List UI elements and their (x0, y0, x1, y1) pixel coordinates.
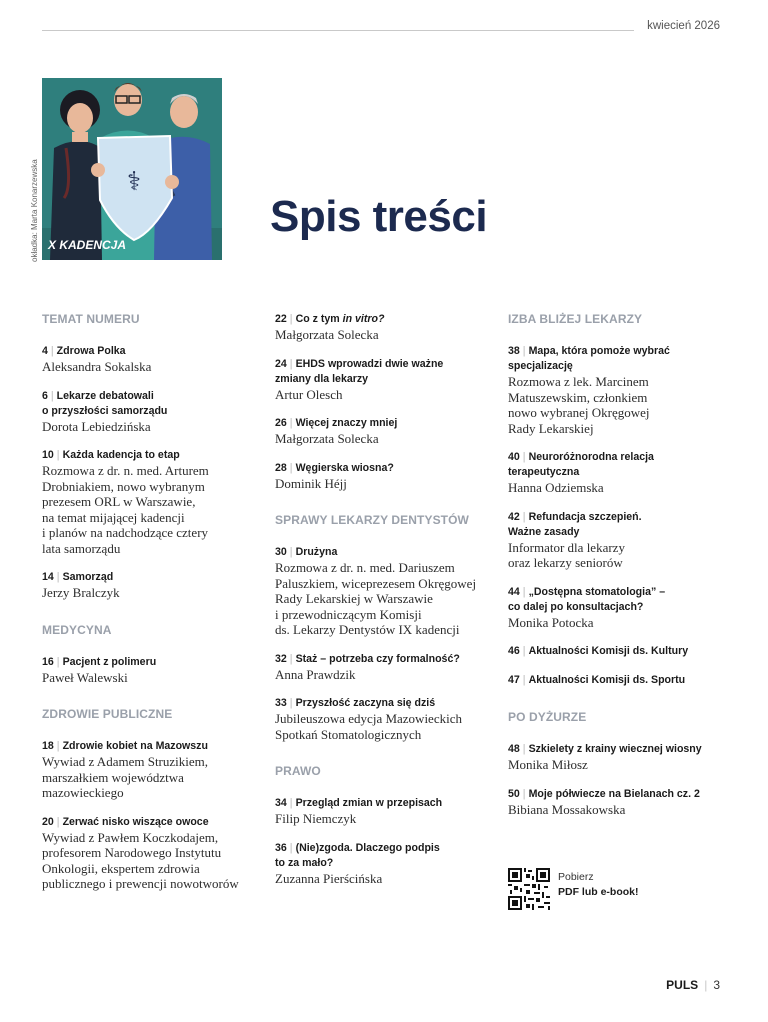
section-title-po-dyzurze: PO DYŻURZE (508, 710, 587, 724)
entry-description: Rozmowa z lek. Marcinem Matuszewskim, członkiem nowo wybranej Okręgowej Rady Lekarskiej (508, 374, 650, 436)
page-number: 6 (42, 389, 48, 402)
toc-entry[interactable]: 28 | Węgierska wiosna? Dominik Héjj (275, 461, 495, 492)
entry-title: (Nie)zgoda. Dlaczego podpis to za mało? (275, 841, 440, 869)
entry-title: „Dostępna stomatologia” – co dalej po konsultacjach? (508, 585, 666, 613)
toc-entry[interactable]: 26 | Więcej znaczy mniej Małgorzata Solecka (275, 416, 495, 447)
entry-title: EHDS wprowadzi dwie ważne zmiany dla lekarzy (275, 357, 444, 385)
page-number: 50 (508, 787, 520, 800)
entry-title: Refundacja szczepień. Ważne zasady (508, 510, 642, 538)
entry-description: Dominik Héjj (275, 475, 347, 491)
toc-entry[interactable]: 44 | „Dostępna stomatologia” – co dalej po konsultacjach? Monika Potocka (508, 585, 728, 631)
entry-description: Małgorzata Solecka (275, 327, 379, 342)
page-number: 28 (275, 461, 287, 474)
entry-description: Bibiana Mossakowska (508, 801, 626, 817)
download-link[interactable]: PDF lub e-book! (558, 886, 639, 898)
entry-title: Aktualności Komisji ds. Kultury (528, 645, 689, 657)
entry-title: Zerwać nisko wiszące owoce (62, 815, 209, 828)
entry-description: Jerzy Bralczyk (42, 585, 120, 600)
page-number: 32 (275, 652, 287, 665)
footer: PULS | 3 (666, 978, 720, 992)
section-title-temat-numeru: TEMAT NUMERU (42, 312, 140, 326)
entry-title: Zdrowa Polka (56, 345, 126, 357)
section-title-izba: IZBA BLIŻEJ LEKARZY (508, 312, 643, 326)
entry-title: Staż – potrzeba czy formalność? (295, 652, 460, 665)
entry-title: Więcej znaczy mniej (295, 417, 398, 429)
entry-title: Neuroróżnorodna relacja terapeutyczna (508, 451, 654, 478)
toc-entry[interactable]: 36 | (Nie)zgoda. Dlaczego podpis to za mało? Zuzanna Pierścińska (275, 841, 495, 887)
entry-title: Mapa, która pomoże wybrać specjalizację (508, 345, 670, 372)
page-number: 20 (42, 815, 54, 828)
cover-logo-text: X KADENCJA (48, 238, 127, 252)
section-title-zdrowie-publiczne: ZDROWIE PUBLICZNE (42, 707, 173, 721)
toc-entry[interactable]: 50 | Moje półwiecze na Bielanach cz. 2 Bibiana Mossakowska (508, 787, 728, 818)
entry-description: Wywiad z Adamem Struzikiem, marszałkiem województwa mazowieckiego (42, 754, 209, 800)
toc-entry[interactable]: 48 | Szkielety z krainy wiecznej wiosny Monika Miłosz (508, 742, 728, 773)
toc-entry[interactable]: 46 | Aktualności Komisji ds. Kultury (508, 645, 689, 657)
toc-entry[interactable]: 42 | Refundacja szczepień. Ważne zasady Informator dla lekarzy oraz lekarzy seniorów (508, 510, 728, 571)
header-rule (42, 30, 634, 31)
entry-description: Monika Miłosz (508, 757, 588, 772)
entry-title: Zdrowie kobiet na Mazowszu (62, 740, 208, 752)
page-number: 34 (275, 797, 287, 809)
toc-column-3 (508, 312, 728, 831)
toc-column-1 (42, 312, 257, 906)
toc-entry[interactable]: 30 | Drużyna Rozmowa z dr. n. med. Dariuszem Paluszkiem, wiceprezesem Okręgowej Rady Lekarskiej w Warszawie i przewodniczącym Komisji ds. Lekarzy Dentystów IX kadencji (275, 545, 495, 638)
entry-title: Co z tym (295, 313, 343, 325)
entry-title: Szkielety z krainy wiecznej wiosny (528, 743, 702, 755)
entry-title: Aktualności Komisji ds. Sportu (528, 674, 686, 686)
entry-description: Monika Potocka (508, 614, 594, 630)
page-number: 14 (42, 571, 54, 583)
page-number: 40 (508, 451, 520, 463)
entry-title: Każda kadencja to etap (62, 449, 180, 461)
entry-description: Wywiad z Pawłem Koczkodajem, profesorem Narodowego Instytutu Onkologii, ekspertem zdrowia publicznego i prewencji nowotworów (42, 829, 239, 891)
svg-text:⚕: ⚕ (126, 167, 142, 197)
toc-entry[interactable]: 22 | Co z tym in vitro? Małgorzata Solecka (275, 312, 495, 343)
entry-title: Moje półwiecze na Bielanach cz. 2 (528, 787, 700, 800)
entry-title: Samorząd (62, 571, 114, 583)
entry-title: Drużyna (295, 546, 338, 558)
toc-entry[interactable]: 24 | EHDS wprowadzi dwie ważne zmiany dla lekarzy Artur Olesch (275, 357, 495, 403)
issue-date: kwiecień 2026 (647, 20, 720, 32)
cover-illustration (42, 78, 222, 260)
toc-entry[interactable]: 14 | Samorząd Jerzy Bralczyk (42, 570, 257, 601)
toc-entry[interactable]: 10 | Każda kadencja to etap Rozmowa z dr. n. med. Arturem Drobniakiem, nowo wybranym prezesem ORL w Warszawie, na temat mijającej kadencji i planów na nadchodzące cztery lata samorządu (42, 448, 257, 556)
page-title: Spis treści (270, 192, 488, 241)
entry-title: Pacjent z polimeru (62, 655, 157, 668)
page-number: 18 (42, 740, 54, 752)
entry-description: Rozmowa z dr. n. med. Dariuszem Paluszkiem, wiceprezesem Okręgowej Rady Lekarskiej w Warszawie i przewodniczącym Komisji ds. Lekarzy Dentystów IX kadencji (275, 560, 477, 637)
page-number-footer: 3 (713, 978, 720, 992)
toc-entry[interactable]: 33 | Przyszłość zaczyna się dziś Jubileuszowa edycja Mazowieckich Spotkań Stomatologicznych (275, 696, 495, 742)
entry-description: Rozmowa z dr. n. med. Arturem Drobniakiem, nowo wybranym prezesem ORL w Warszawie, na temat mijającej kadencji i planów na nadchodzące cztery lata samorządu (42, 463, 209, 556)
entry-description: Hanna Odziemska (508, 480, 604, 495)
page-number: 44 (508, 585, 520, 598)
entry-description: Aleksandra Sokalska (42, 359, 152, 374)
entry-description: Jubileuszowa edycja Mazowieckich Spotkań Stomatologicznych (275, 711, 462, 742)
entry-title: Przyszłość zaczyna się dziś (295, 697, 436, 709)
entry-description: Artur Olesch (275, 386, 343, 402)
footer-brand: PULS (666, 978, 699, 992)
entry-title: Węgierska wiosna? (295, 461, 394, 474)
page-number: 16 (42, 655, 54, 668)
entry-description: Dorota Lebiedzińska (42, 418, 151, 434)
toc-entry[interactable]: 38 | Mapa, która pomoże wybrać specjalizację Rozmowa z lek. Marcinem Matuszewskim, członkiem nowo wybranej Okręgowej Rady Lekarskiej (508, 344, 728, 436)
page-number: 4 (42, 345, 48, 357)
toc-entry[interactable]: 6 | Lekarze debatowali o przyszłości samorządu Dorota Lebiedzińska (42, 389, 257, 435)
page-number: 30 (275, 546, 287, 558)
page-number: 24 (275, 357, 287, 370)
entry-description: Anna Prawdzik (275, 666, 356, 682)
entry-description: Zuzanna Pierścińska (275, 870, 383, 886)
toc-entry[interactable]: 16 | Pacjent z polimeru Paweł Walewski (42, 655, 257, 686)
entry-title-italic: in vitro? (342, 313, 385, 325)
entry-title: Lekarze debatowali o przyszłości samorządu (42, 389, 168, 417)
page-number: 33 (275, 697, 287, 709)
toc-entry[interactable]: 34 | Przegląd zmian w przepisach Filip Niemczyk (275, 796, 495, 827)
entry-title: Przegląd zmian w przepisach (295, 797, 443, 809)
page-number: 10 (42, 449, 54, 461)
page-number: 48 (508, 743, 520, 755)
toc-entry[interactable]: 18 | Zdrowie kobiet na Mazowszu Wywiad z Adamem Struzikiem, marszałkiem województwa mazowieckiego (42, 739, 257, 801)
page-number: 26 (275, 417, 287, 429)
page-number: 22 (275, 313, 287, 325)
toc-entry[interactable]: 40 | Neuroróżnorodna relacja terapeutyczna Hanna Odziemska (508, 450, 728, 496)
toc-entry[interactable]: 32 | Staż – potrzeba czy formalność? Anna Prawdzik (275, 652, 495, 683)
entry-description: Informator dla lekarzy oraz lekarzy seniorów (508, 539, 625, 570)
toc-column-2 (275, 312, 495, 900)
toc-entry[interactable]: 4 | Zdrowa Polka Aleksandra Sokalska (42, 344, 257, 375)
toc-entry[interactable]: 20 | Zerwać nisko wiszące owoce Wywiad z Pawłem Koczkodajem, profesorem Narodowego Instytutu Onkologii, ekspertem zdrowia publicznego i prewencji nowotworów (42, 815, 257, 892)
entry-description: Paweł Walewski (42, 669, 128, 685)
section-title-sprawy-dentystow: SPRAWY LEKARZY DENTYSTÓW (275, 513, 469, 527)
page-number: 42 (508, 510, 520, 523)
qr-code-icon[interactable] (508, 868, 550, 910)
section-title-medycyna: MEDYCYNA (42, 622, 112, 637)
page-number: 47 (508, 674, 520, 686)
page-number: 38 (508, 345, 520, 357)
page-number: 36 (275, 841, 287, 854)
cover-credit: okładka: Marta Konarzewska (30, 159, 39, 262)
download-label: Pobierz (558, 871, 594, 883)
section-title-prawo: PRAWO (275, 764, 321, 778)
page-number: 46 (508, 645, 520, 657)
toc-entry[interactable]: 47 | Aktualności Komisji ds. Sportu (508, 674, 686, 686)
entry-description: Filip Niemczyk (275, 811, 357, 826)
entry-description: Małgorzata Solecka (275, 431, 379, 446)
